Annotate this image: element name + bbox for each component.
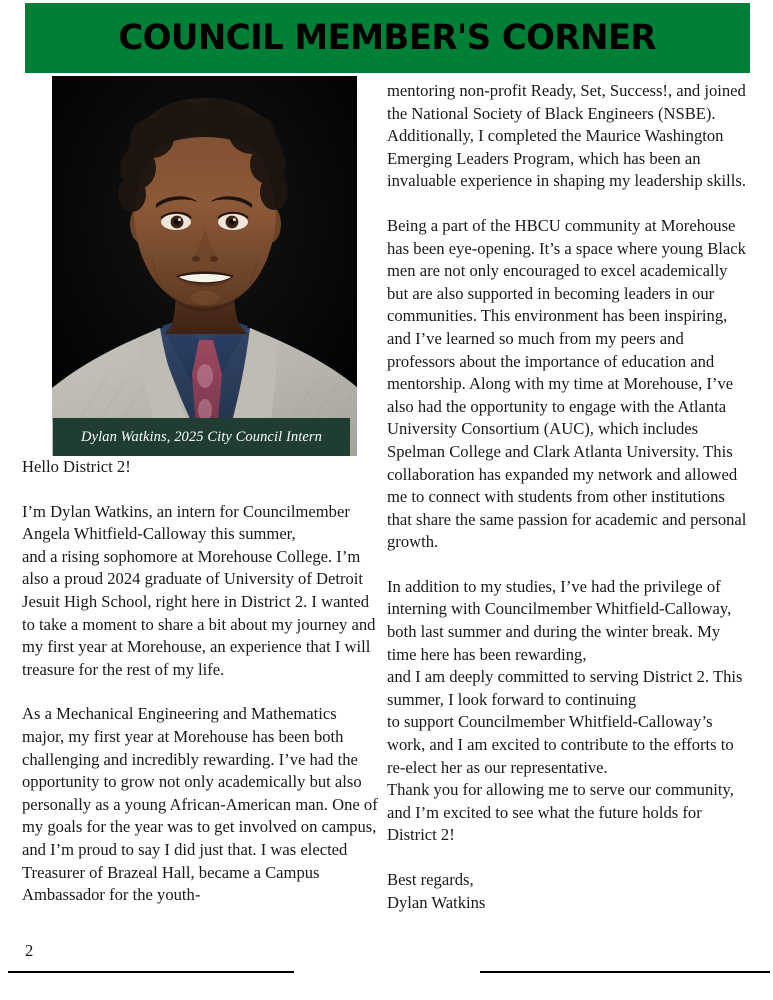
footer-rule-left xyxy=(8,971,294,973)
left-text-column xyxy=(22,456,380,907)
paragraph-hbcu: Being a part of the HBCU community at Morehouse has been eye-opening. It’s a space where young Black men are not only encouraged to excel academically but are also supported in becoming leaders in our communities. This environment has been inspiring, and I’ve learned so much from my peers and professors about the importance of education and mentorship. Along with my time at Morehouse, I’ve also had the opportunity to engage with the Atlanta University Consortium (AUC), which includes Spelman College and Clark Atlanta University. This collaboration has expanded my network and allowed me to connect with students from other institutions that share the same passion for academic and personal growth. xyxy=(387,215,747,552)
paragraph-intro: I’m Dylan Watkins, an intern for Councilmember Angela Whitfield-Calloway this summer, and a rising sophomore at Morehouse College. I’m also a proud 2024 graduate of University of Detroit Jesuit High School, right here in District 2. I wanted to take a moment to share a bit about my journey and my first year at Morehouse, an experience that I will treasure for the rest of my life. xyxy=(22,501,376,679)
paragraph-major: As a Mechanical Engineering and Mathematics major, my first year at Morehouse has been both challenging and incredibly rewarding. I’ve had the opportunity to grow not only academically but also personally as a young African-American man. One of my goals for the year was to get involved on campus, and I’m proud to say I did just that. I was elected Treasurer of Brazeal Hall, became a Campus Ambassador for the youth- xyxy=(22,704,378,905)
paragraph-internship: In addition to my studies, I’ve had the privilege of interning with Councilmember Whitfield-Calloway, both last summer and during the winter break. My time here has been rewarding, and I am deeply committed to serving District 2. This summer, I look forward to continuing to support Councilmember Whitfield-Calloway’s work, and I am excited to contribute to the efforts to re-elect her as our representative. Thank you for allowing me to serve our community, and I’m excited to see what the future holds for District 2! xyxy=(387,576,743,845)
dylan-watkins-portrait xyxy=(52,76,357,456)
photo-caption: Dylan Watkins, 2025 City Council Intern xyxy=(53,418,350,456)
footer-rule-right xyxy=(480,971,770,973)
paragraph-signoff: Best regards, Dylan Watkins xyxy=(387,870,486,912)
page-title: COUNCIL MEMBER'S CORNER xyxy=(118,18,657,58)
paragraph-activities: mentoring non-profit Ready, Set, Success!, and joined the National Society of Black Engineers (NSBE). Additionally, I completed the Maurice Washington Emerging Leaders Program, which has been an invaluable experience in shaping my leadership skills. xyxy=(387,81,746,191)
page-number: 2 xyxy=(25,941,34,960)
portrait-image xyxy=(52,76,357,456)
right-text-column xyxy=(387,80,750,914)
paragraph-greeting: Hello District 2! xyxy=(22,457,131,476)
page-header-banner xyxy=(25,3,750,73)
